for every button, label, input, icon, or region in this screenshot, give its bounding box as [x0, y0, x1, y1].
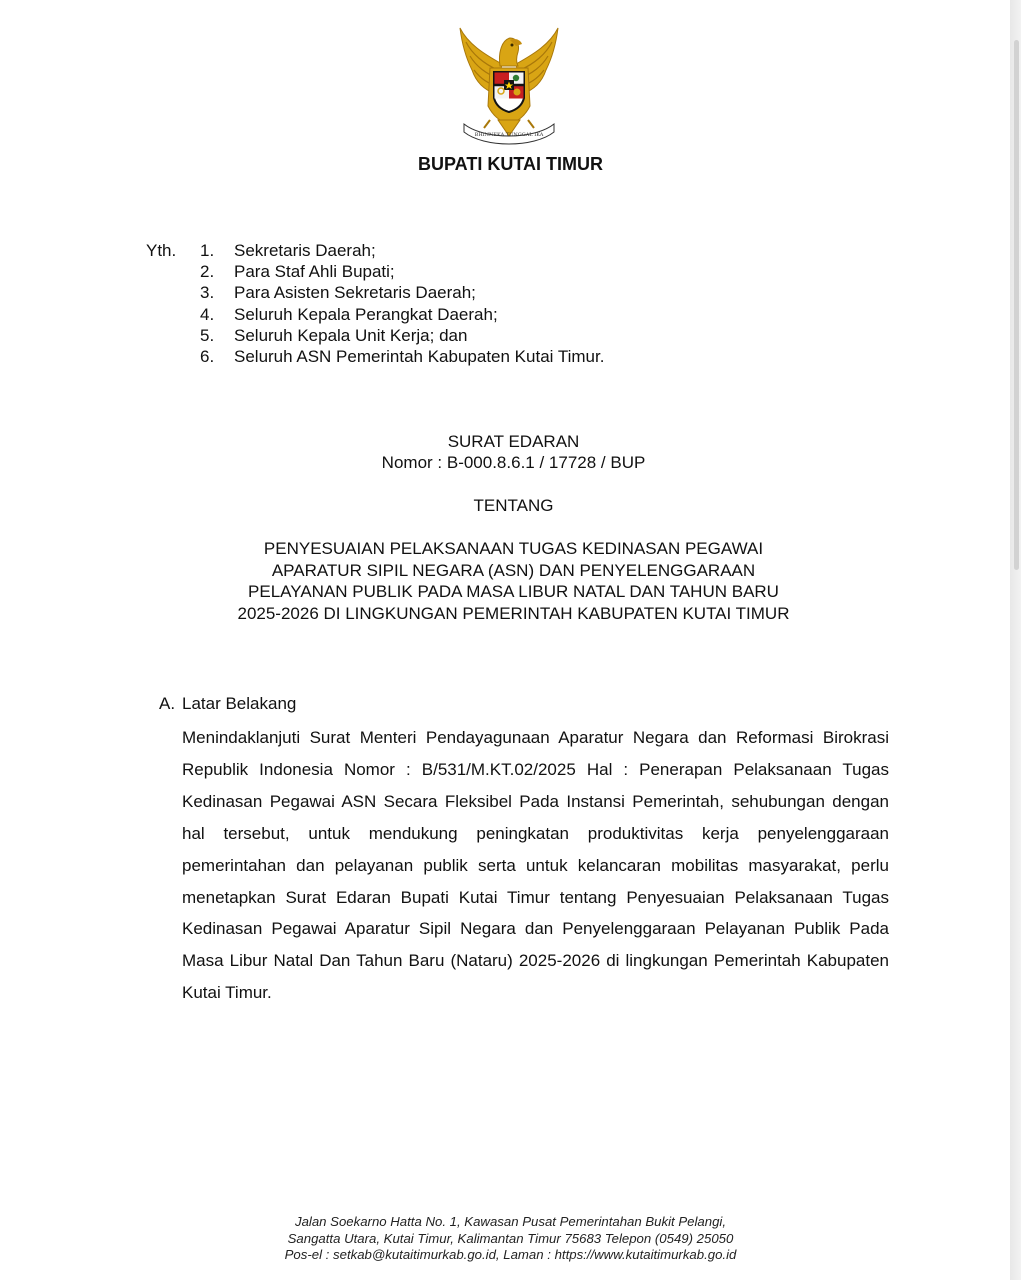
subject-line: 2025-2026 DI LINGKUNGAN PEMERINTAH KABUPATEN KUTAI TIMUR	[237, 603, 790, 623]
subject-line: PELAYANAN PUBLIK PADA MASA LIBUR NATAL DAN TAHUN BARU	[248, 582, 779, 601]
list-item: 6. Seluruh ASN Pemerintah Kabupaten Kutai Timur.	[200, 347, 605, 367]
garuda-pancasila-emblem-icon	[454, 24, 564, 148]
list-item: 5. Seluruh Kepala Unit Kerja; dan	[200, 325, 468, 345]
list-item: 3. Para Asisten Sekretaris Daerah;	[200, 283, 476, 303]
letterhead-footer	[0, 1214, 1021, 1264]
section-title: Latar Belakang	[182, 694, 297, 713]
background-paragraph: Menindaklanjuti Surat Menteri Pendayagunaan Aparatur Negara dan Reformasi Birokrasi Republik Indonesia Nomor : B/531/M.KT.02/2025 Hal : Penerapan Pelaksanaan Tugas Kedinasan Pegawai ASN Secara Fleksibel Pada Instansi Pemerintah, sehubungan dengan hal tersebut, untuk mendukung peningkatan produktivitas kerja penyelenggaraan pemerintahan dan pelayanan publik serta untuk kelancaran mobilitas masyarakat, perlu menetapkan Surat Edaran Bupati Kutai Timur tentang Penyesuaian Pelaksanaan Tugas Kedinasan Pegawai Aparatur Sipil Negara dan Penyelenggaraan Pelayanan Publik Pada Masa Libur Natal Dan Tahun Baru (Nataru) 2025-2026 di lingkungan Pemerintah Kabupaten Kutai Timur.	[182, 728, 889, 1003]
section-heading	[159, 694, 296, 714]
subject-line: PENYESUAIAN PELAKSANAAN TUGAS KEDINASAN PEGAWAI	[263, 539, 764, 558]
recipients-label: Yth.	[146, 241, 177, 260]
section-letter: A.	[159, 694, 176, 713]
list-item: 2. Para Staf Ahli Bupati;	[200, 262, 395, 282]
subject-line: APARATUR SIPIL NEGARA (ASN) DAN PENYELENGGARAAN	[271, 560, 756, 580]
list-item: 4. Seluruh Kepala Perangkat Daerah;	[200, 304, 498, 324]
recipients-list	[200, 240, 604, 367]
footer-address-line: Jalan Soekarno Hatta No. 1, Kawasan Pusat Pemerintahan Bukit Pelangi,	[294, 1214, 727, 1229]
list-item: 1. Sekretaris Daerah;	[200, 241, 376, 260]
issuer-title: BUPATI KUTAI TIMUR	[418, 154, 603, 174]
scrollbar-track[interactable]	[1010, 0, 1021, 1280]
footer-address-line: Sangatta Utara, Kutai Timur, Kalimantan Timur 75683 Telepon (0549) 25050	[287, 1230, 734, 1246]
scrollbar-thumb[interactable]	[1014, 40, 1019, 570]
footer-contact-line: Pos-el : setkab@kutaitimurkab.go.id, Laman : https://www.kutaitimurkab.go.id	[284, 1247, 737, 1262]
emblem-motto: BHINNEKA TUNGGAL IKA	[474, 132, 544, 138]
circular-number: Nomor : B-000.8.6.1 / 17728 / BUP	[381, 453, 646, 472]
about-label: TENTANG	[473, 496, 554, 515]
circular-type: SURAT EDARAN	[447, 432, 580, 451]
